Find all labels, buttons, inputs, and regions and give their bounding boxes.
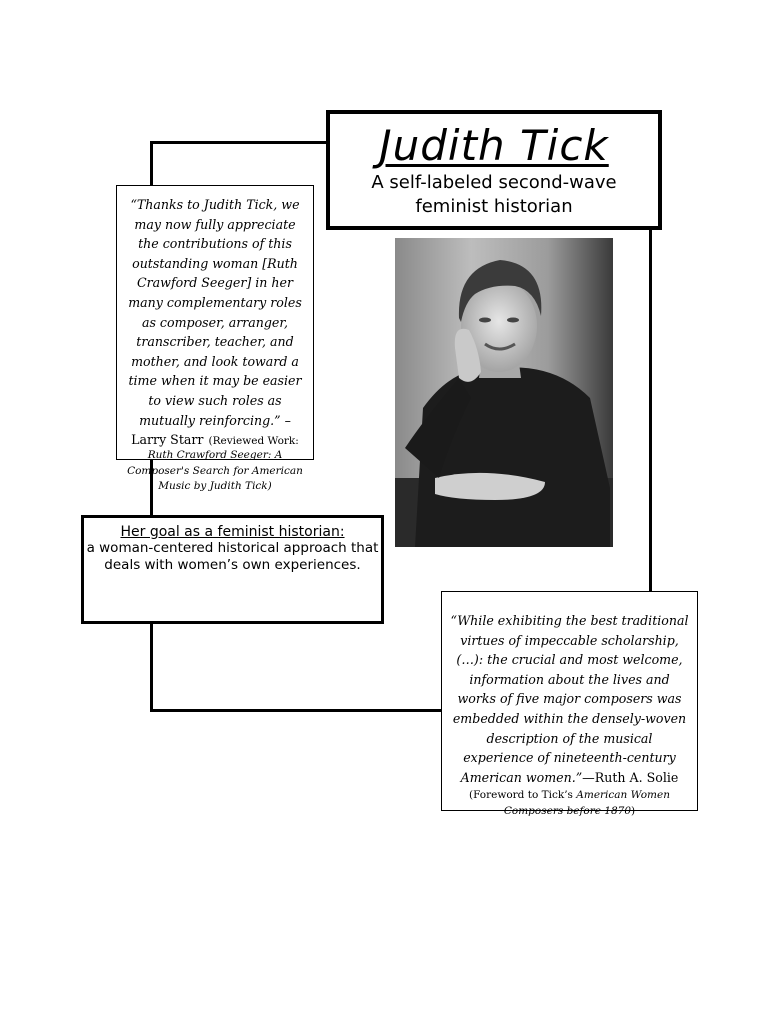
goal-heading: Her goal as a feminist historian:: [120, 524, 345, 540]
connector-line-right: [649, 228, 652, 593]
quote-text: “Thanks to Judith Tick, we may now fully appreciate the contributions of this outstanding woman [Ruth Crawford Seeger] in her many complementary roles as composer, arranger, transcriber, teacher, and mother, and look toward a time when it may be easier to view such roles as mutually reinforcing.” –: [128, 197, 302, 428]
source-suffix: ): [631, 804, 636, 817]
connector-line-left-lower: [150, 622, 153, 712]
subtitle-line-2: feminist historian: [415, 196, 573, 217]
subtitle-line-1: A self-labeled second-wave: [371, 172, 617, 193]
quote-author: Larry Starr: [131, 432, 204, 448]
connector-line-left-upper: [150, 141, 153, 187]
source-prefix: (Foreword to Tick’s: [468, 789, 577, 802]
quote-box-starr: [116, 185, 314, 493]
page-title: Judith Tick: [379, 121, 609, 170]
reviewed-work-title: Ruth Crawford Seeger: A Composer's Search for American Music by Judith Tick): [127, 449, 303, 493]
connector-line-top: [150, 141, 328, 144]
quote-source: [450, 788, 689, 819]
reviewed-label: (Reviewed Work:: [208, 435, 299, 448]
quote-box-solie: [441, 591, 698, 817]
title-box: [326, 110, 662, 230]
quote-text: “While exhibiting the best traditional virtues of impeccable scholarship, (…): the crucial and most welcome, information about the lives and works of five major composers was embedded within the densely-woven description of the musical experience of nineteenth-century American women.”: [450, 613, 689, 785]
portrait-photo-icon: [395, 238, 613, 547]
goal-description: a woman-centered historical approach that deals with women’s own experiences.: [86, 540, 379, 573]
source-title: American Women Composers before 1870: [503, 789, 670, 817]
connector-line-bottom: [150, 709, 443, 712]
goal-box: [81, 515, 384, 624]
quote-author: —Ruth A. Solie: [582, 769, 679, 785]
